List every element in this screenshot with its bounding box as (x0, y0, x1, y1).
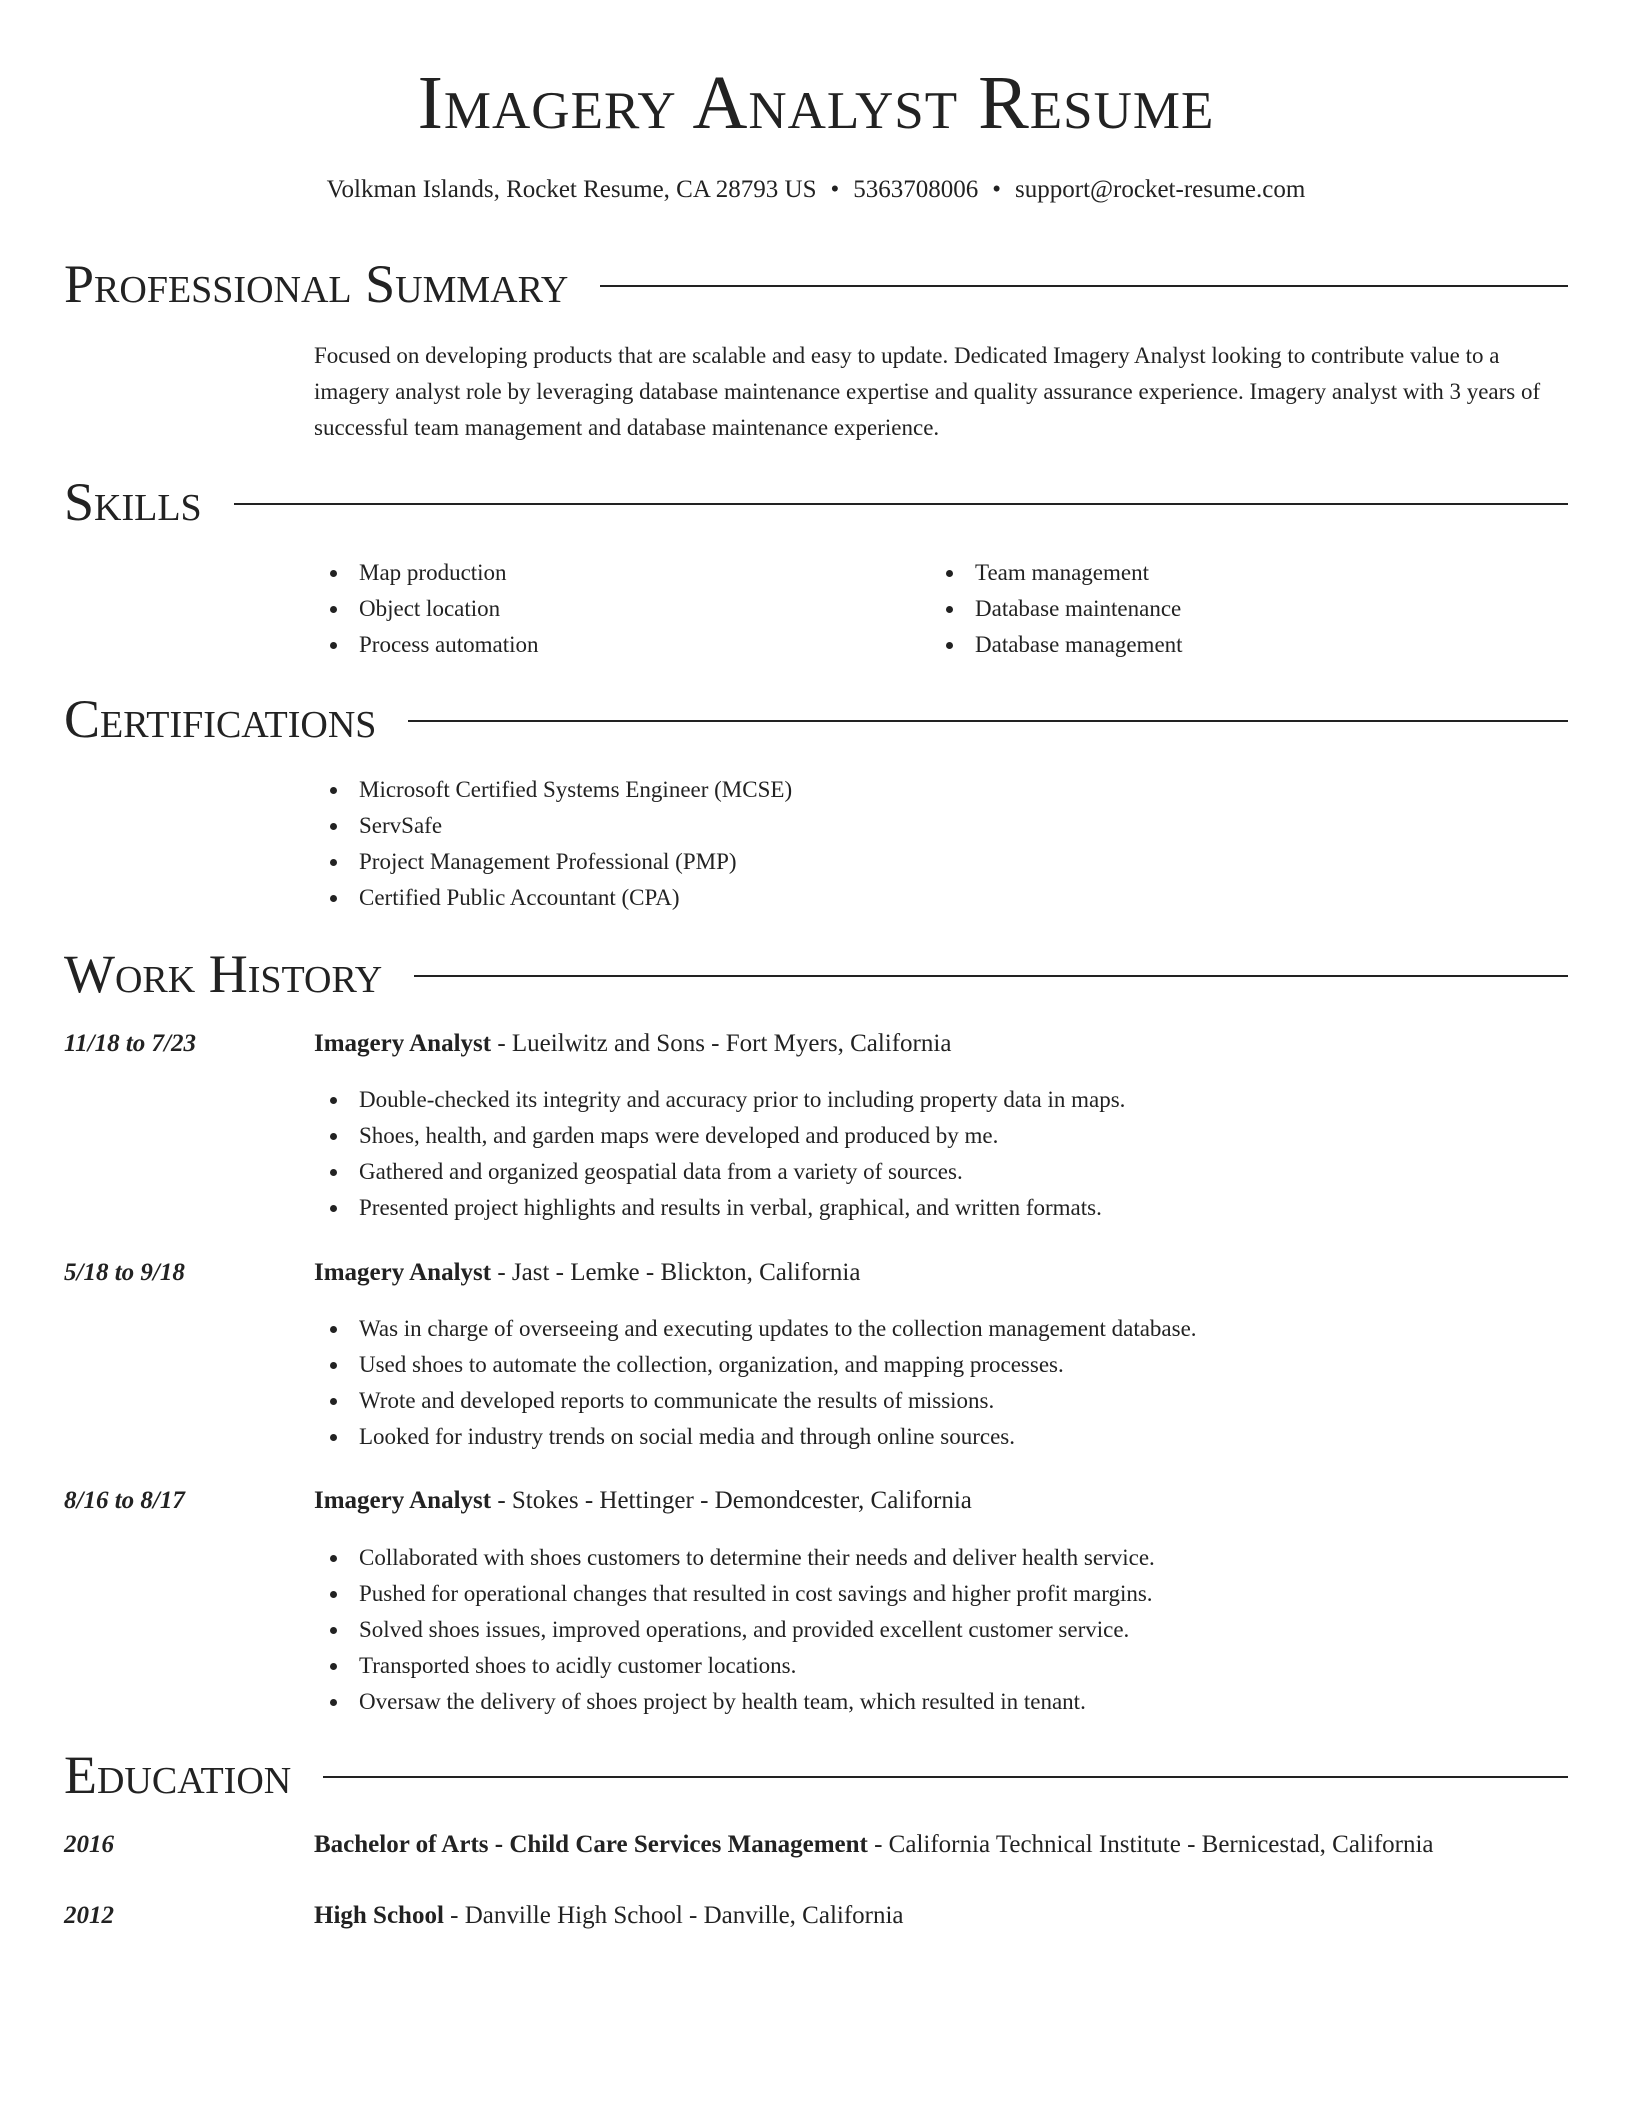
skill-item: Object location (314, 591, 930, 627)
work-heading: Work History (64, 944, 383, 1004)
education-institution: - Danville High School - Danville, California (443, 1902, 904, 1929)
section-divider (600, 285, 1568, 287)
certifications-block (314, 772, 1568, 916)
skill-item: Database management (930, 627, 1546, 663)
job-bullet: Oversaw the delivery of shoes project by health team, which resulted in tenant. (314, 1684, 1568, 1720)
summary-heading: Professional Summary (64, 254, 569, 314)
summary-section-header (64, 252, 1568, 316)
skill-item: Process automation (314, 627, 930, 663)
job-bullet: Looked for industry trends on social media and through online sources. (314, 1419, 1568, 1455)
summary-text: Focused on developing products that are scalable and easy to update. Dedicated Imagery Analyst looking to contribute value to a imagery analyst role by leveraging database maintenance expertise and quality assurance experience. Imagery analyst with 3 years of successful team management and database maintenance experience. (314, 343, 1541, 440)
job-bullets (314, 1540, 1568, 1720)
section-divider (234, 503, 1568, 505)
job-duties (314, 1311, 1568, 1455)
job-title: Imagery Analyst (314, 1030, 492, 1057)
education-year: 2012 (64, 1902, 114, 1929)
job-dates: 8/16 to 8/17 (64, 1487, 185, 1514)
certifications-heading: Certifications (64, 689, 377, 749)
certification-item: ServSafe (314, 808, 1568, 844)
education-degree: Bachelor of Arts - Child Care Services Management (314, 1831, 868, 1858)
contact-email: support@rocket-resume.com (1015, 176, 1306, 203)
skills-heading: Skills (64, 472, 202, 532)
job-bullet: Wrote and developed reports to communicate the results of missions. (314, 1383, 1568, 1419)
job-dates: 11/18 to 7/23 (64, 1030, 196, 1057)
job-title: Imagery Analyst (314, 1487, 492, 1514)
job-bullet: Solved shoes issues, improved operations, and provided excellent customer service. (314, 1612, 1568, 1648)
job-bullet: Collaborated with shoes customers to determine their needs and deliver health service. (314, 1540, 1568, 1576)
job-title: Imagery Analyst (314, 1259, 492, 1286)
job-bullet: Double-checked its integrity and accuracy prior to including property data in maps. (314, 1082, 1568, 1118)
certification-item: Project Management Professional (PMP) (314, 844, 1568, 880)
job-duties (314, 1540, 1568, 1720)
certification-item: Certified Public Accountant (CPA) (314, 880, 1568, 916)
education-heading: Education (64, 1745, 292, 1805)
job-title-line (314, 1257, 1568, 1289)
job-bullet: Shoes, health, and garden maps were developed and produced by me. (314, 1118, 1568, 1154)
education-entry (314, 1829, 1568, 1861)
contact-separator: • (830, 176, 840, 203)
job-employer: - Jast - Lemke - Blickton, California (491, 1259, 861, 1286)
job-employer: - Lueilwitz and Sons - Fort Myers, California (491, 1030, 952, 1057)
job-bullet: Transported shoes to acidly customer locations. (314, 1648, 1568, 1684)
skill-item: Map production (314, 555, 930, 591)
job-bullet: Used shoes to automate the collection, organization, and mapping processes. (314, 1347, 1568, 1383)
section-divider (408, 720, 1568, 722)
certifications-list (314, 772, 1568, 916)
job-dates: 5/18 to 9/18 (64, 1259, 185, 1286)
skill-item: Team management (930, 555, 1546, 591)
certification-item: Microsoft Certified Systems Engineer (MCSE) (314, 772, 1568, 808)
job-bullets (314, 1082, 1568, 1226)
work-section-header (64, 942, 1568, 1006)
job-title-line (314, 1485, 1568, 1517)
section-divider (323, 1776, 1568, 1778)
resume-title: Imagery Analyst Resume (417, 61, 1215, 145)
section-divider (414, 975, 1568, 977)
skills-columns (314, 555, 1568, 663)
job-bullets (314, 1311, 1568, 1455)
education-institution: - California Technical Institute - Bernicestad, California (867, 1831, 1434, 1858)
skills-section-header (64, 470, 1568, 534)
education-year: 2016 (64, 1831, 114, 1858)
certifications-section-header (64, 687, 1568, 751)
job-bullet: Gathered and organized geospatial data from a variety of sources. (314, 1154, 1568, 1190)
education-section-header (64, 1743, 1568, 1807)
contact-address: Volkman Islands, Rocket Resume, CA 28793 US (326, 176, 817, 203)
job-duties (314, 1082, 1568, 1226)
job-title-line (314, 1028, 1568, 1060)
job-bullet: Pushed for operational changes that resulted in cost savings and higher profit margins. (314, 1576, 1568, 1612)
job-bullet: Was in charge of overseeing and executing updates to the collection management database. (314, 1311, 1568, 1347)
skill-item: Database maintenance (930, 591, 1546, 627)
skills-list-left (314, 555, 930, 663)
contact-phone: 5363708006 (853, 176, 979, 203)
contact-separator: • (992, 176, 1002, 203)
contact-line (0, 174, 1632, 206)
skills-list-right (930, 555, 1546, 663)
job-bullet: Presented project highlights and results in verbal, graphical, and written formats. (314, 1190, 1568, 1226)
job-employer: - Stokes - Hettinger - Demondcester, California (491, 1487, 972, 1514)
education-degree: High School (314, 1902, 444, 1929)
education-entry (314, 1900, 1568, 1932)
